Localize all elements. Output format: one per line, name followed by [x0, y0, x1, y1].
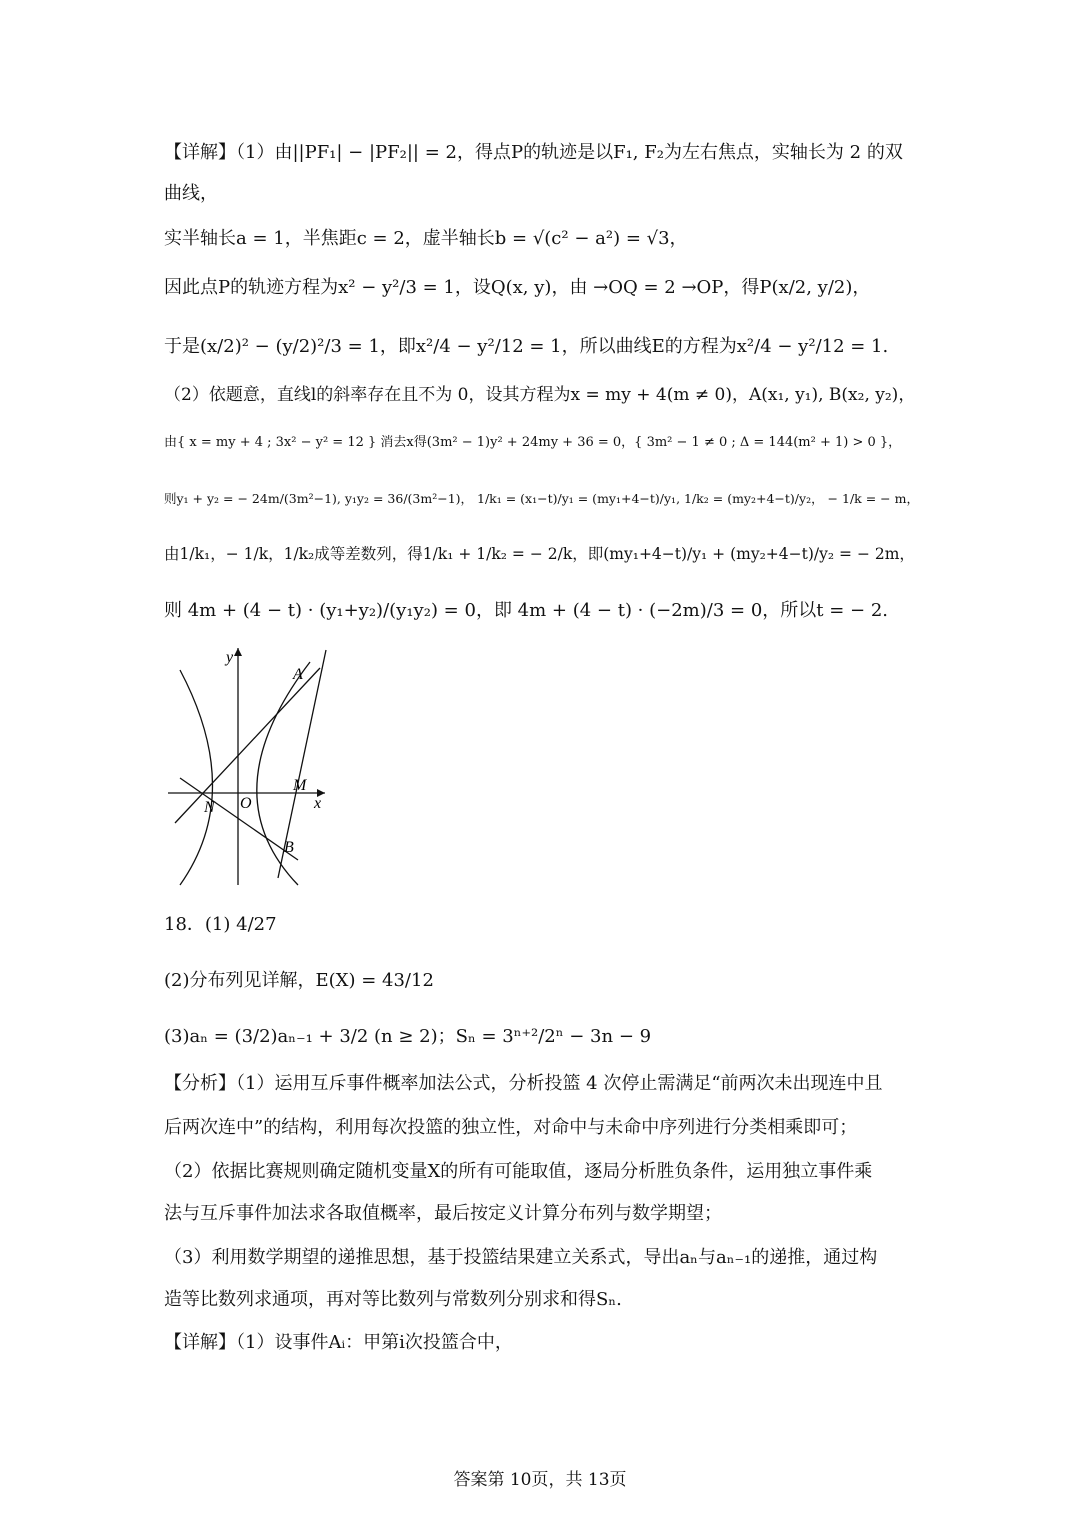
text-line: 曲线，: [164, 183, 218, 204]
text-line: （2）依据比赛规则确定随机变量X的所有可能取值，逐局分析胜负条件，运用独立事件乘: [164, 1161, 873, 1182]
text-line: 由{ x = my + 4 ; 3x² − y² = 12 } 消去x得(3m² − 1)y² + 24my + 36 = 0，{ 3m² − 1 ≠ 0 ; Δ = 144(m² + 1) > 0 }，: [164, 435, 902, 450]
text-line: 【分析】（1）运用互斥事件概率加法公式，分析投篮 4 次停止需满足“前两次未出现连中且: [164, 1073, 883, 1094]
text-line: 法与互斥事件加法求各取值概率，最后按定义计算分布列与数学期望；: [164, 1203, 722, 1224]
text-line: 18．(1) 4/27: [164, 914, 277, 935]
point-m-label: M: [293, 777, 307, 794]
origin-label: O: [240, 795, 252, 812]
text-line: （2）依题意，直线l的斜率存在且不为 0，设其方程为x = my + 4(m ≠ 0)，A(x₁, y₁), B(x₂, y₂)，: [164, 385, 916, 405]
y-axis-label: y: [226, 649, 234, 666]
point-a-label: A: [293, 666, 303, 683]
page-footer: 答案第 10页，共 13页: [453, 1470, 627, 1490]
text-line: 则y₁ + y₂ = − 24m/(3m²−1), y₁y₂ = 36/(3m²−1)， 1/k₁ = (x₁−t)/y₁ = (my₁+4−t)/y₁, 1/k₂ = (my₂+4−t)/y₂， − 1/k = − m，: [164, 491, 919, 506]
text-line: 因此点P的轨迹方程为x² − y²/3 = 1，设Q(x, y)，由 →OQ = 2 →OP，得P(x/2, y/2)，: [164, 277, 871, 298]
x-axis-label: x: [314, 795, 322, 812]
text-line: 【详解】（1）设事件Aᵢ：甲第i次投篮合中，: [164, 1332, 513, 1353]
text-line: (3)aₙ = (3/2)aₙ₋₁ + 3/2 (n ≥ 2)；Sₙ = 3ⁿ⁺²/2ⁿ − 3n − 9: [164, 1026, 652, 1047]
text-line: 于是(x/2)² − (y/2)²/3 = 1，即x²/4 − y²/12 = 1，所以曲线E的方程为x²/4 − y²/12 = 1.: [164, 336, 889, 357]
text-line: 由1/k₁，− 1/k，1/k₂成等差数列，得1/k₁ + 1/k₂ = − 2/k，即(my₁+4−t)/y₁ + (my₂+4−t)/y₂ = − 2m，: [164, 545, 915, 563]
text-line: 造等比数列求通项，再对等比数列与常数列分别求和得Sₙ.: [164, 1289, 622, 1310]
text-line: 则 4m + (4 − t) · (y₁+y₂)/(y₁y₂) = 0，即 4m + (4 − t) · (−2m)/3 = 0，所以t = − 2.: [164, 600, 889, 621]
point-b-label: B: [284, 839, 294, 856]
point-n-label: N: [204, 799, 215, 816]
text-line: 【详解】（1）由||PF₁| − |PF₂|| = 2，得点P的轨迹是以F₁, F₂为左右焦点，实轴长为 2 的双: [164, 142, 903, 163]
text-line: 实半轴长a = 1，半焦距c = 2，虚半轴长b = √(c² − a²) = √3，: [164, 228, 688, 249]
text-line: （3）利用数学期望的递推思想，基于投篮结果建立关系式，导出aₙ与aₙ₋₁的递推，通过构: [164, 1247, 878, 1268]
text-line: 后两次连中”的结构，利用每次投篮的独立性，对命中与未命中序列进行分类相乘即可；: [164, 1117, 858, 1138]
hyperbola-figure: [160, 640, 340, 890]
text-line: (2)分布列见详解，E(X) = 43/12: [164, 970, 434, 991]
